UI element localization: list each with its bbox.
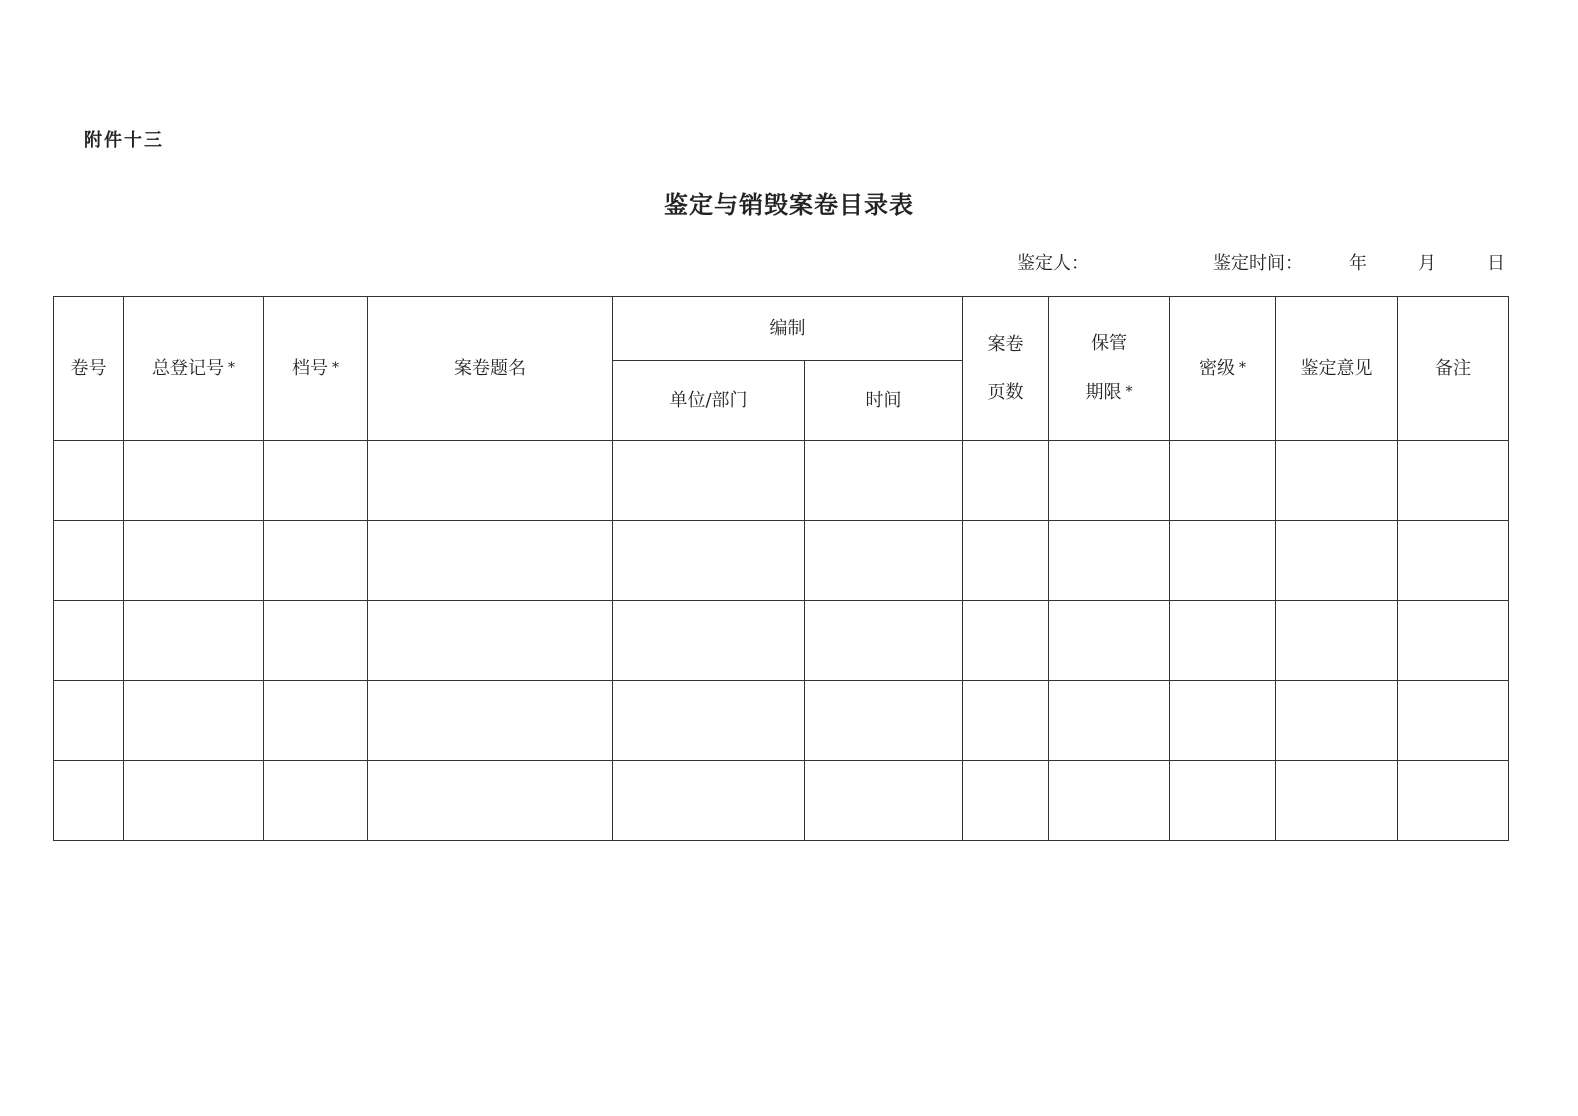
table-cell [613,761,805,841]
table-cell [1276,521,1398,601]
table-cell [54,681,124,761]
table-cell [1049,601,1170,681]
table-cell [1398,601,1509,681]
table-cell [124,601,264,681]
table-cell [368,601,613,681]
table-cell [54,601,124,681]
table-cell [368,681,613,761]
table-cell [805,521,963,601]
table-cell [805,761,963,841]
catalog-table [53,296,1509,841]
table-cell [1276,681,1398,761]
header-remarks: 备注 [1398,297,1509,441]
header-retention-period: 保管 期限 * [1049,297,1170,441]
table-row [54,441,1509,521]
attachment-label: 附件十三 [84,130,164,151]
table-cell [1276,601,1398,681]
table-cell [264,441,368,521]
table-cell [1170,761,1276,841]
table-cell [613,441,805,521]
table-cell [1049,761,1170,841]
table-cell [368,441,613,521]
required-mark: * [1239,360,1246,376]
table-cell [805,681,963,761]
header-volume-no: 卷号 [54,297,124,441]
table-cell [805,441,963,521]
table-cell [1276,441,1398,521]
table-cell [264,601,368,681]
table-row [54,521,1509,601]
table-cell [963,681,1049,761]
table-cell [1170,681,1276,761]
table-cell [1398,681,1509,761]
header-time: 时间 [805,361,963,441]
table-cell [1170,521,1276,601]
table-cell [1170,441,1276,521]
table-cell [805,601,963,681]
table-cell [963,601,1049,681]
table-cell [1049,681,1170,761]
table-cell [368,521,613,601]
appraiser-label: 鉴定人： [1017,253,1089,274]
table-cell [613,521,805,601]
table-row [54,601,1509,681]
table-cell [368,761,613,841]
month-label: 月 [1418,253,1436,274]
header-unit-dept: 单位/部门 [613,361,805,441]
required-mark: * [228,360,235,376]
required-mark: * [1125,384,1133,400]
table-row [54,761,1509,841]
table-cell [963,761,1049,841]
header-general-reg-no: 总登记号 * [124,297,264,441]
table-cell [1049,441,1170,521]
year-label: 年 [1349,253,1367,274]
table-cell [963,441,1049,521]
table-cell [264,761,368,841]
day-label: 日 [1487,253,1505,274]
catalog-body [54,441,1509,841]
header-appraisal-opinion: 鉴定意见 [1276,297,1398,441]
header-pages: 案卷 页数 [963,297,1049,441]
table-row [54,681,1509,761]
table-cell [54,441,124,521]
table-cell [1398,441,1509,521]
table-cell [264,681,368,761]
table-cell [124,681,264,761]
table-cell [124,761,264,841]
table-cell [613,601,805,681]
appraisal-time-label: 鉴定时间： [1213,253,1303,274]
header-compilation: 编制 [613,297,963,361]
table-cell [54,521,124,601]
table-cell [124,441,264,521]
required-mark: * [332,360,339,376]
table-cell [264,521,368,601]
table-cell [613,681,805,761]
table-cell [1170,601,1276,681]
table-cell [1049,521,1170,601]
table-cell [124,521,264,601]
table-cell [1398,521,1509,601]
document-title: 鉴定与销毁案卷目录表 [664,191,914,219]
header-file-no: 档号 * [264,297,368,441]
table-cell [54,761,124,841]
table-cell [1276,761,1398,841]
header-volume-title: 案卷题名 [368,297,613,441]
header-security-level: 密级 * [1170,297,1276,441]
table-cell [1398,761,1509,841]
table-cell [963,521,1049,601]
